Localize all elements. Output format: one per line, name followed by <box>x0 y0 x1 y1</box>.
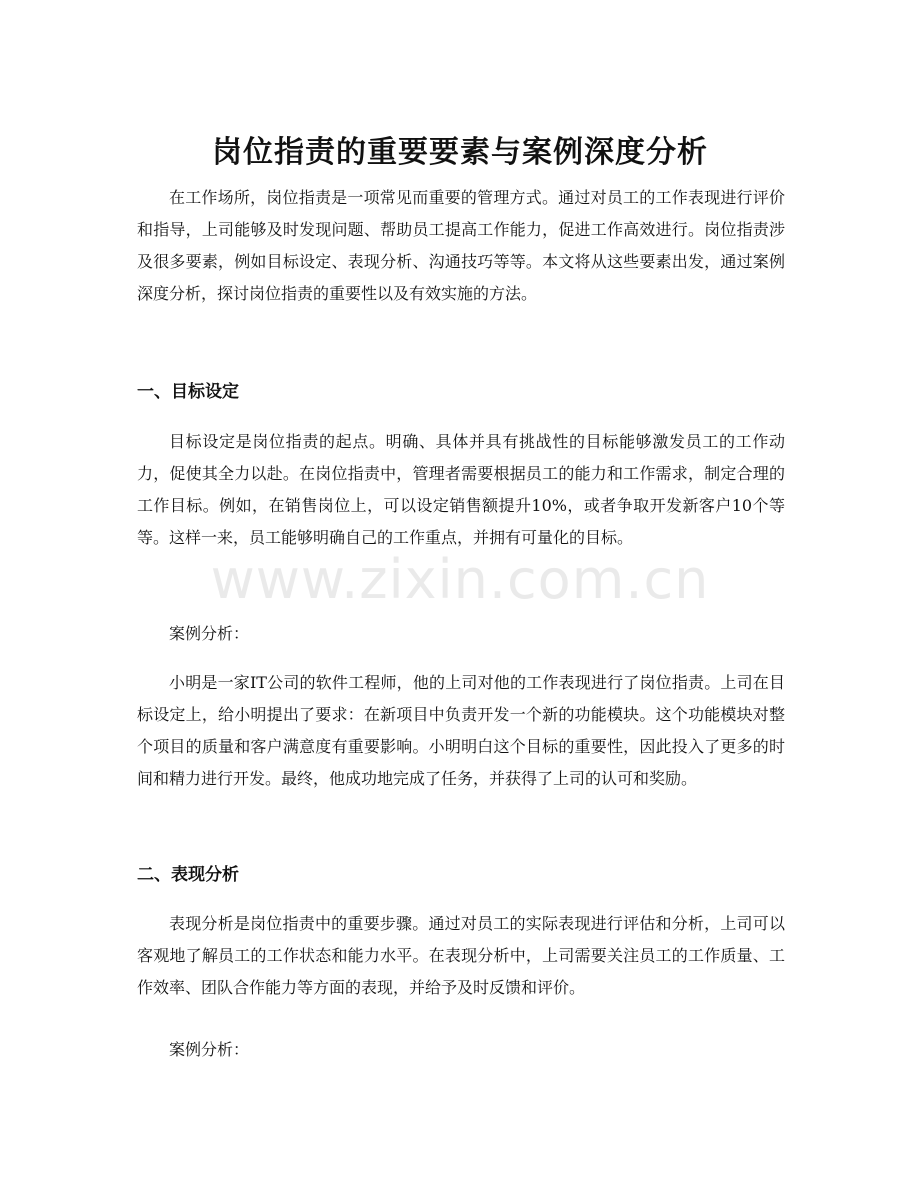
section-heading-performance-analysis: 二、表现分析 <box>137 865 239 885</box>
page-title: 岗位指责的重要要素与案例深度分析 <box>212 135 708 171</box>
watermark: www.zixin.com.cn <box>210 548 710 611</box>
section-body-performance-analysis: 表现分析是岗位指责中的重要步骤。通过对员工的实际表现进行评估和分析，上司可以客观地了解员工的工作状态和能力水平。在表现分析中，上司需要关注员工的工作质量、工作效率、团队合作能力等方面的表现，并给予及时反馈和评价。 <box>137 914 785 997</box>
case-body-goal-setting: 小明是一家IT公司的软件工程师，他的上司对他的工作表现进行了岗位指责。上司在目标设定上，给小明提出了要求：在新项目中负责开发一个新的功能模块。这个功能模块对整个项目的质量和客户满意度有重要影响。小明明白这个目标的重要性，因此投入了更多的时间和精力进行开发。最终，他成功地完成了任务，并获得了上司的认可和奖励。 <box>137 673 785 788</box>
case-label-performance-analysis: 案例分析： <box>169 1040 250 1059</box>
section-heading-goal-setting: 一、目标设定 <box>137 382 239 402</box>
intro-paragraph: 在工作场所，岗位指责是一项常见而重要的管理方式。通过对员工的工作表现进行评价和指导，上司能够及时发现问题、帮助员工提高工作能力，促进工作高效进行。岗位指责涉及很多要素，例如目标设定、表现分析、沟通技巧等等。本文将从这些要素出发，通过案例深度分析，探讨岗位指责的重要性以及有效实施的方法。 <box>137 188 785 303</box>
case-label-goal-setting: 案例分析： <box>169 624 250 643</box>
section-body-goal-setting: 目标设定是岗位指责的起点。明确、具体并具有挑战性的目标能够激发员工的工作动力，促使其全力以赴。在岗位指责中，管理者需要根据员工的能力和工作需求，制定合理的工作目标。例如，在销售岗位上，可以设定销售额提升10%，或者争取开发新客户10个等等。这样一来，员工能够明确自己的工作重点，并拥有可量化的目标。 <box>137 432 785 547</box>
